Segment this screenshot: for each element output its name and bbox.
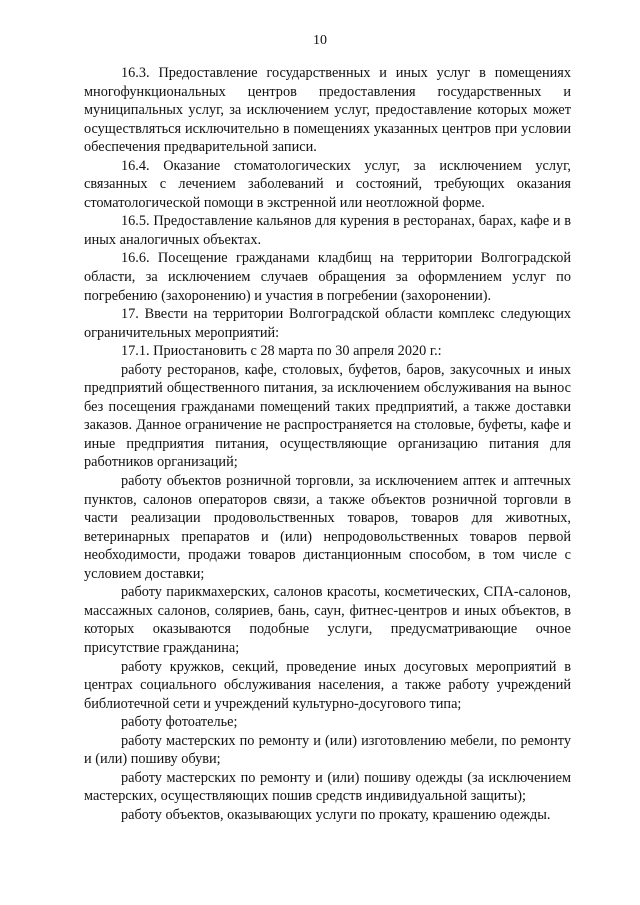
list-item-clothing-repair: работу мастерских по ремонту и (или) пошиву одежды (за исключением мастерских, осуществляющих пошив средств индивидуальной защиты); — [84, 769, 571, 805]
page-number: 10 — [313, 33, 327, 48]
paragraph-17-1: 17.1. Приостановить с 28 марта по 30 апреля 2020 г.: — [121, 343, 442, 360]
paragraph-16-3: 16.3. Предоставление государственных и иных услуг в помещениях многофункциональных центров предоставления государственных и муниципальных услуг, за исключением услуг, предоставление которых может осуществляться исключительно в помещениях указанных центров при условии обеспечения предварительной записи. — [84, 65, 571, 156]
paragraph-16-6: 16.6. Посещение гражданами кладбищ на территории Волгоградской области, за исключением случаев обращения за оформлением услуг по погребению (захоронению) и участия в погребении (захоронении). — [84, 250, 571, 304]
list-item-retail: работу объектов розничной торговли, за исключением аптек и аптечных пунктов, салонов операторов связи, а также объектов розничной торговли в части реализации продовольственных товаров, товаров для животных, ветеринарных препаратов и (или) непродовольственных товаров первой необходимости, продажи товаров дистанционным способом, в том числе с условием доставки; — [84, 473, 571, 582]
list-item-rental-dyeing: работу объектов, оказывающих услуги по прокату, крашению одежды. — [121, 806, 551, 823]
list-item-restaurants: работу ресторанов, кафе, столовых, буфетов, баров, закусочных и иных предприятий общественного питания, за исключением обслуживания на вынос без посещения гражданами помещений таких предприятий, а также доставки заказов. Данное ограничение не распространяется на столовые, буфеты, кафе и иные предприятия питания, осуществляющие организацию питания для работников организаций; — [84, 361, 571, 471]
paragraph-16-5: 16.5. Предоставление кальянов для курения в ресторанах, барах, кафе и в иных аналогичных объектах. — [84, 213, 571, 248]
list-item-clubs: работу кружков, секций, проведение иных досуговых мероприятий в центрах социального обслуживания населения, а также работу учреждений библиотечной сети и учреждений культурно-досугового типа; — [84, 658, 571, 712]
paragraph-16-4: 16.4. Оказание стоматологических услуг, за исключением услуг, связанных с лечением заболеваний и состояний, требующих оказания стоматологической помощи в экстренной или неотложной форме. — [84, 157, 571, 211]
document-body — [84, 64, 571, 824]
list-item-photo-studios: работу фотоателье; — [121, 714, 238, 731]
paragraph-17: 17. Ввести на территории Волгоградской области комплекс следующих ограничительных мероприятий: — [84, 306, 571, 341]
list-item-furniture-shoe-repair: работу мастерских по ремонту и (или) изготовлению мебели, по ремонту и (или) пошиву обуви; — [84, 732, 571, 768]
list-item-salons: работу парикмахерских, салонов красоты, косметических, СПА-салонов, массажных салонов, соляриев, бань, саун, фитнес-центров и иных объектов, в которых оказываются подобные услуги, предусматривающие очное присутствие гражданина; — [84, 584, 571, 656]
